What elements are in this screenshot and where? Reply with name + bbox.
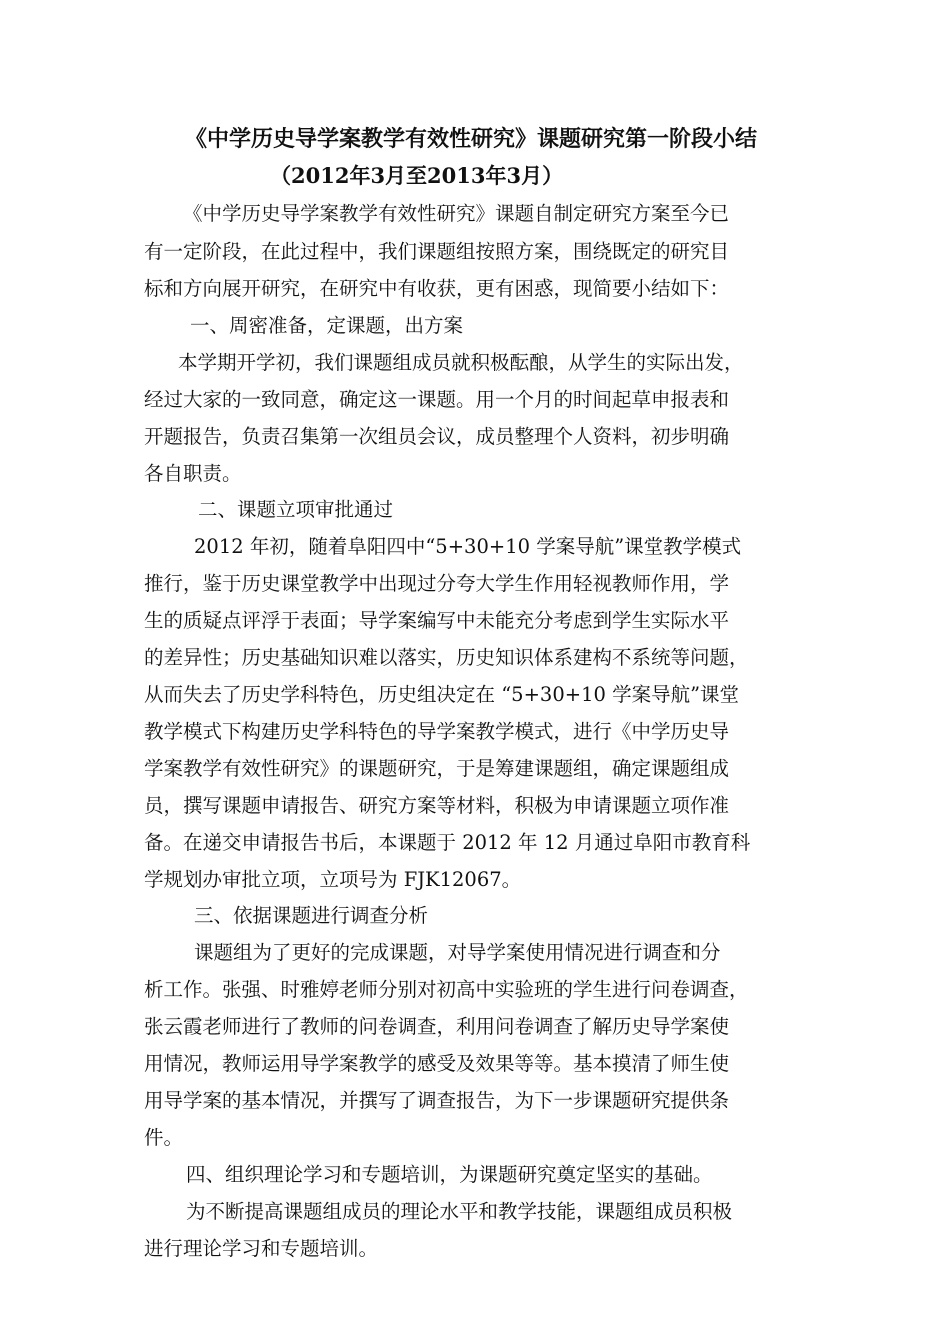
paragraph-line: 的差异性；历史基础知识难以落实，历史知识体系建构不系统等问题， — [144, 646, 749, 669]
document-title: 《中学历史导学案教学有效性研究》课题研究第一阶段小结 — [185, 126, 758, 152]
paragraph-line: 标和方向展开研究，在研究中有收获，更有困惑，现简要小结如下： — [144, 277, 730, 300]
paragraph-line: 《中学历史导学案教学有效性研究》课题自制定研究方案至今已 — [183, 202, 730, 225]
paragraph-line: 开题报告，负责召集第一次组员会议，成员整理个人资料，初步明确 — [144, 425, 730, 448]
paragraph-line: 推行，鉴于历史课堂教学中出现过分夸大学生作用轻视教师作用，学 — [144, 572, 730, 595]
paragraph-line: 教学模式下构建历史学科特色的导学案教学模式，进行《中学历史导 — [144, 720, 730, 743]
section-heading: 三、依据课题进行调查分析 — [194, 904, 429, 927]
paragraph-line: 各自职责。 — [144, 462, 242, 485]
section-heading: 二、课题立项审批通过 — [198, 498, 394, 521]
document-subtitle: （2012年3月至2013年3月） — [270, 163, 564, 188]
paragraph-line: 进行理论学习和专题培训。 — [144, 1237, 379, 1260]
paragraph-line: 2012 年初，随着阜阳四中“5+30+10 学案导航”课堂教学模式 — [194, 535, 742, 558]
section-heading: 四、组织理论学习和专题培训，为课题研究奠定坚实的基础。 — [186, 1163, 713, 1186]
paragraph-line: 生的质疑点评浮于表面；导学案编写中未能充分考虑到学生实际水平 — [144, 609, 730, 632]
section-heading: 一、周密准备，定课题，出方案 — [190, 314, 464, 337]
paragraph-line: 析工作。张强、时雅婷老师分别对初高中实验班的学生进行问卷调查， — [144, 978, 749, 1001]
paragraph-line: 件。 — [144, 1126, 184, 1149]
paragraph-line: 从而失去了历史学科特色，历史组决定在 “5+30+10 学案导航”课堂 — [144, 683, 740, 706]
paragraph-line: 本学期开学初，我们课题组成员就积极酝酿，从学生的实际出发， — [178, 351, 744, 374]
paragraph-line: 员，撰写课题申请报告、研究方案等材料，积极为申请课题立项作准 — [144, 794, 730, 817]
paragraph-line: 为不断提高课题组成员的理论水平和教学技能，课题组成员积极 — [186, 1200, 733, 1223]
paragraph-line: 经过大家的一致同意，确定这一课题。用一个月的时间起草申报表和 — [144, 388, 730, 411]
paragraph-line: 用导学案的基本情况，并撰写了调查报告，为下一步课题研究提供条 — [144, 1089, 730, 1112]
paragraph-line: 学案教学有效性研究》的课题研究，于是筹建课题组，确定课题组成 — [144, 757, 730, 780]
paragraph-line: 学规划办审批立项，立项号为 FJK12067。 — [144, 868, 522, 891]
paragraph-line: 课题组为了更好的完成课题，对导学案使用情况进行调查和分 — [194, 941, 721, 964]
paragraph-line: 有一定阶段，在此过程中，我们课题组按照方案，围绕既定的研究目 — [144, 240, 730, 263]
paragraph-line: 张云霞老师进行了教师的问卷调查，利用问卷调查了解历史导学案使 — [144, 1015, 730, 1038]
paragraph-line: 备。在递交申请报告书后，本课题于 2012 年 12 月通过阜阳市教育科 — [144, 831, 751, 854]
paragraph-line: 用情况，教师运用导学案教学的感受及效果等等。基本摸清了师生使 — [144, 1052, 730, 1075]
